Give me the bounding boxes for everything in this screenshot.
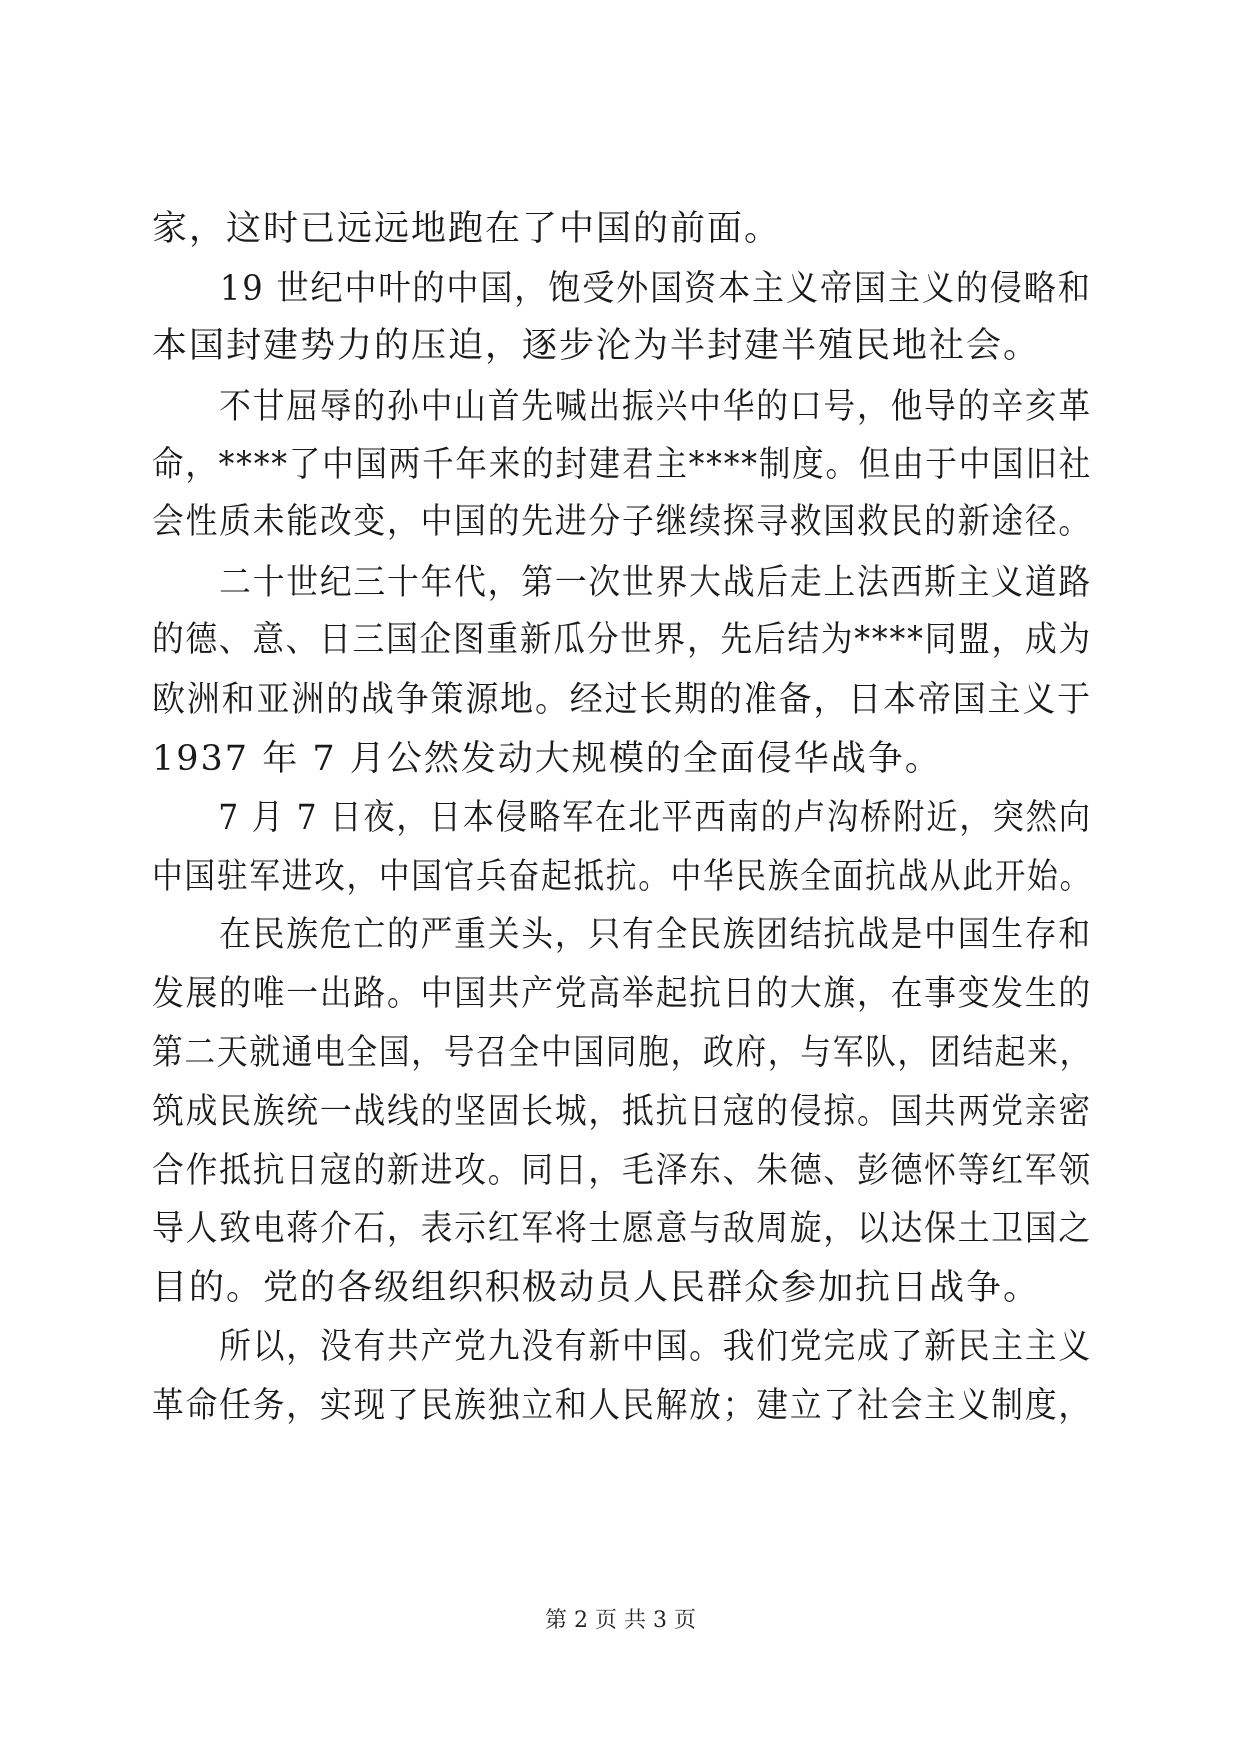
text-line: 在民族危亡的严重关头，只有全民族团结抗战是中国生存和 bbox=[152, 915, 1093, 955]
text-line: 1937 年 7 月公然发动大规模的全面侵华战争。 bbox=[152, 739, 942, 779]
text-line: 革命任务，实现了民族独立和人民解放；建立了社会主义制度， bbox=[152, 1386, 1093, 1426]
text-line: 命，****了中国两千年来的封建君主****制度。但由于中国旧社 bbox=[152, 445, 1093, 485]
text-line: 家，这时已远远地跑在了中国的前面。 bbox=[152, 209, 782, 249]
text-line: 合作抵抗日寇的新进攻。同日，毛泽东、朱德、彭德怀等红军领 bbox=[152, 1151, 1093, 1191]
text-line: 本国封建势力的压迫，逐步沦为半封建半殖民地社会。 bbox=[152, 326, 1041, 366]
text-line: 所以，没有共产党九没有新中国。我们党完成了新民主主义 bbox=[152, 1327, 1093, 1367]
text-line: 发展的唯一出路。中国共产党高举起抗日的大旗，在事变发生的 bbox=[152, 974, 1093, 1014]
text-line: 筑成民族统一战线的坚固长城，抵抗日寇的侵掠。国共两党亲密 bbox=[152, 1092, 1093, 1132]
text-line: 二十世纪三十年代，第一次世界大战后走上法西斯主义道路 bbox=[152, 563, 1093, 603]
text-line: 不甘屈辱的孙中山首先喊出振兴中华的口号，他导的辛亥革 bbox=[152, 387, 1093, 427]
text-line: 会性质未能改变，中国的先进分子继续探寻救国救民的新途径。 bbox=[152, 502, 1093, 542]
text-line: 19 世纪中叶的中国，饱受外国资本主义帝国主义的侵略和 bbox=[152, 269, 1092, 309]
text-line: 第二天就通电全国，号召全中国同胞，政府，与军队，团结起来， bbox=[152, 1033, 1093, 1073]
text-line: 的德、意、日三国企图重新瓜分世界，先后结为****同盟，成为 bbox=[152, 620, 1093, 660]
text-line: 导人致电蒋介石，表示红军将士愿意与敌周旋，以达保土卫国之 bbox=[152, 1209, 1093, 1249]
text-line: 7 月 7 日夜，日本侵略军在北平西南的卢沟桥附近，突然向 bbox=[152, 798, 1092, 838]
text-line: 中国驻军进攻，中国官兵奋起抵抗。中华民族全面抗战从此开始。 bbox=[152, 857, 1093, 897]
text-line: 目的。党的各级组织积极动员人民群众参加抗日战争。 bbox=[152, 1268, 1041, 1308]
page-number: 第 2 页 共 3 页 bbox=[545, 1608, 696, 1633]
text-line: 欧洲和亚洲的战争策源地。经过长期的准备，日本帝国主义于 bbox=[152, 680, 1093, 720]
